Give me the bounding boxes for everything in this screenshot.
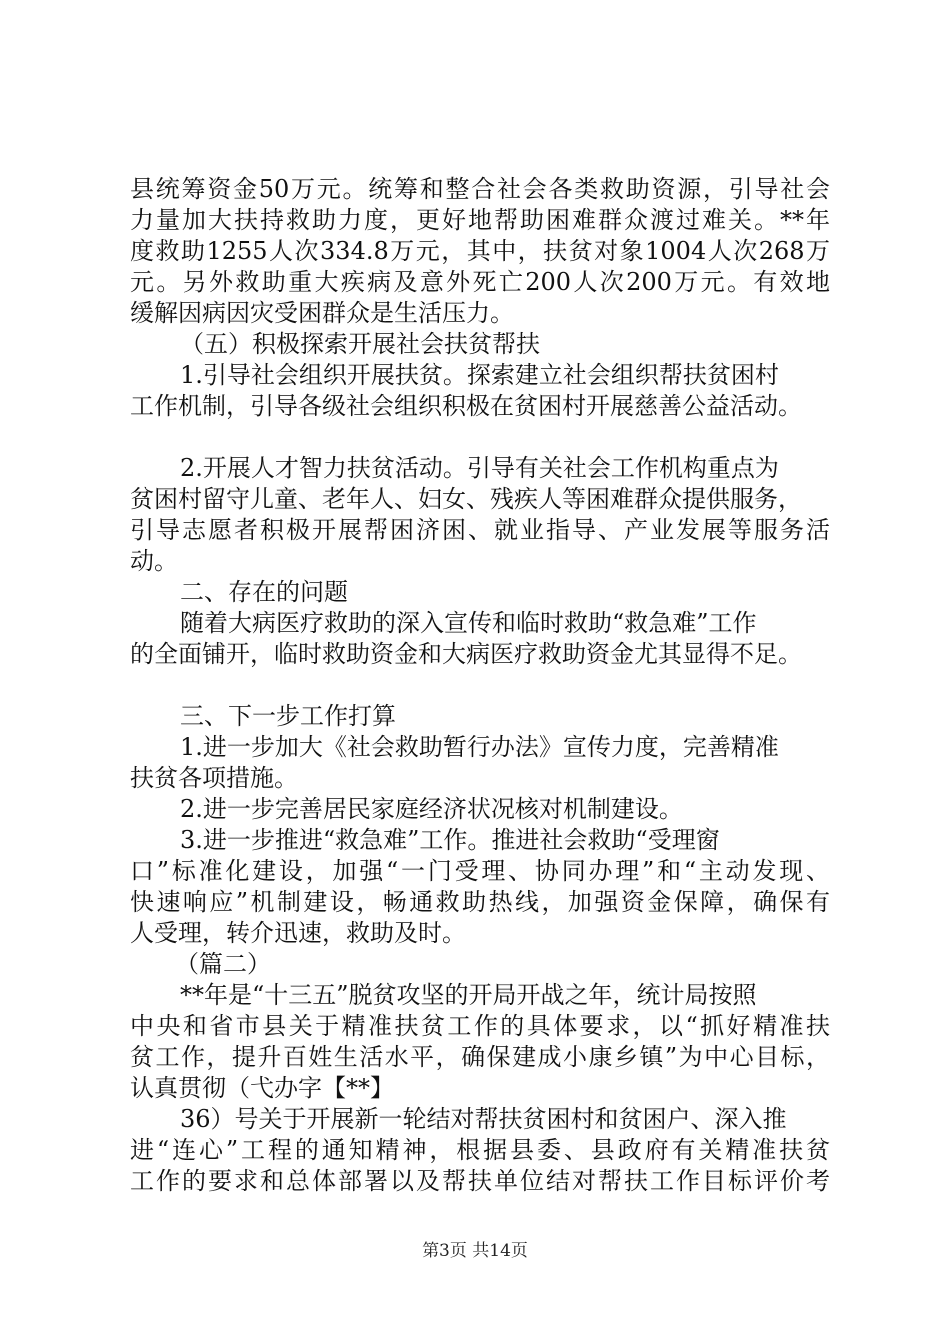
paragraph-gap <box>130 422 830 453</box>
page-number: 第3页 共14页 <box>422 1241 528 1261</box>
text-line: 快速响应”机制建设，畅通救助热线，加强资金保障，确保有 <box>130 888 830 916</box>
text-line: 中央和省市县关于精准扶贫工作的具体要求，以“抓好精准扶 <box>130 1012 830 1040</box>
text-line: 缓解因病因灾受困群众是生活压力。 <box>130 299 514 327</box>
text-line: 扶贫各项措施。 <box>130 764 298 792</box>
text-line: 贫工作，提升百姓生活水平，确保建成小康乡镇”为中心目标， <box>130 1043 830 1071</box>
section-heading: （五）积极探索开展社会扶贫帮扶 <box>180 330 540 358</box>
text-line: 认真贯彻（弋办字【**】 <box>130 1074 394 1102</box>
text-line: 元。另外救助重大疾病及意外死亡200人次200万元。有效地 <box>130 268 830 296</box>
document-body <box>130 174 830 1197</box>
text-line: 进“连心”工程的通知精神，根据县委、县政府有关精准扶贫 <box>130 1136 830 1164</box>
text-line: 工作的要求和总体部署以及帮扶单位结对帮扶工作目标评价考 <box>130 1167 830 1195</box>
text-line: 贫困村留守儿童、老年人、妇女、残疾人等困难群众提供服务， <box>130 485 802 513</box>
text-line: 1.进一步加大《社会救助暂行办法》宣传力度，完善精准 <box>180 733 779 761</box>
section-heading: 三、下一步工作打算 <box>180 702 396 730</box>
text-line: 2.进一步完善居民家庭经济状况核对机制建设。 <box>180 795 683 823</box>
text-line: **年是“十三五”脱贫攻坚的开局开战之年，统计局按照 <box>180 981 757 1009</box>
text-line: 动。 <box>130 547 178 575</box>
text-line: 度救助1255人次334.8万元，其中，扶贫对象1004人次268万 <box>130 237 830 265</box>
text-line: 人受理，转介迅速，救助及时。 <box>130 919 466 947</box>
text-line: 的全面铺开，临时救助资金和大病医疗救助资金尤其显得不足。 <box>130 640 802 668</box>
section-heading: 二、存在的问题 <box>180 578 348 606</box>
text-line: 工作机制，引导各级社会组织积极在贫困村开展慈善公益活动。 <box>130 392 802 420</box>
text-line: 引导志愿者积极开展帮困济困、就业指导、产业发展等服务活 <box>130 516 830 544</box>
text-line: 力量加大扶持救助力度，更好地帮助困难群众渡过难关。**年 <box>130 206 830 234</box>
text-line: 2.开展人才智力扶贫活动。引导有关社会工作机构重点为 <box>180 454 779 482</box>
text-line: 3.进一步推进“救急难”工作。推进社会救助“受理窗 <box>180 826 720 854</box>
paragraph-gap <box>130 670 830 701</box>
section-heading: （篇二） <box>175 950 271 978</box>
text-line: 1.引导社会组织开展扶贫。探索建立社会组织帮扶贫困村 <box>180 361 779 389</box>
text-line: 口”标准化建设，加强“一门受理、协同办理”和“主动发现、 <box>130 857 830 885</box>
text-line: 县统筹资金50万元。统筹和整合社会各类救助资源，引导社会 <box>130 175 830 203</box>
text-line: 36）号关于开展新一轮结对帮扶贫困村和贫困户、深入推 <box>180 1105 787 1133</box>
text-line: 随着大病医疗救助的深入宣传和临时救助“救急难”工作 <box>180 609 757 637</box>
